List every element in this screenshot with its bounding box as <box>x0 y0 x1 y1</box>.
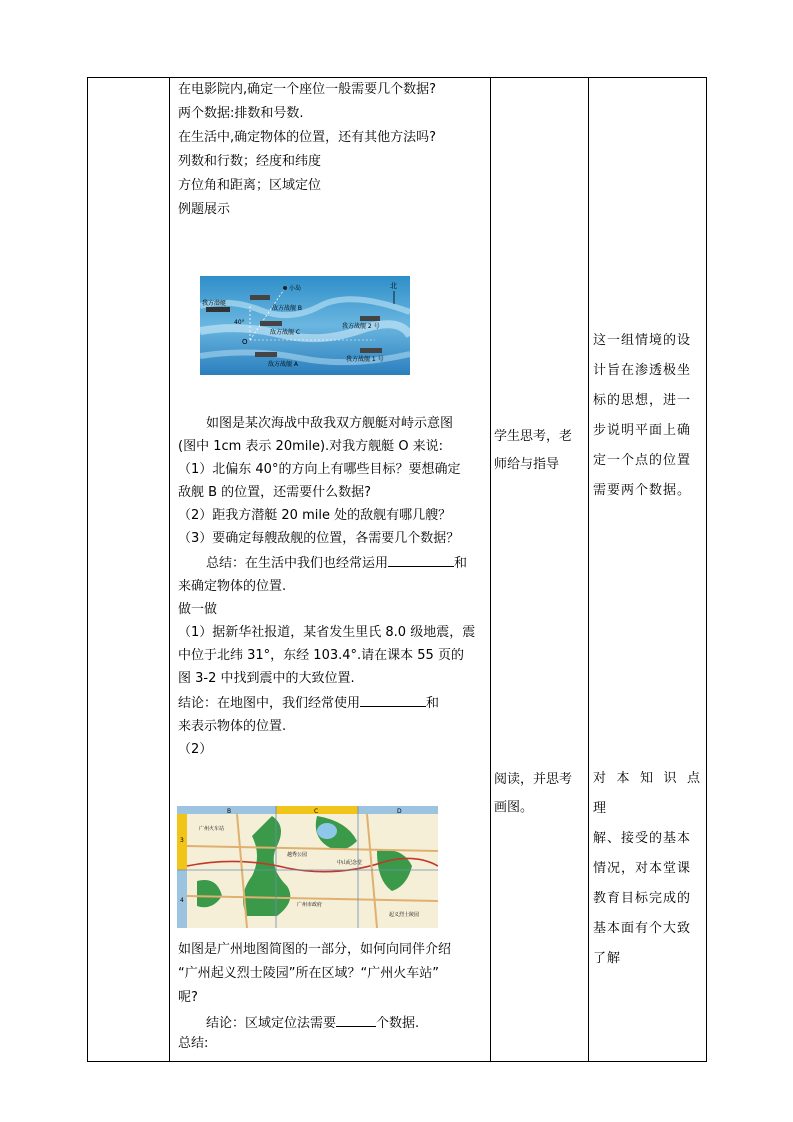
summary-text: 和 <box>454 556 468 571</box>
text-line: 标的思想，进一 <box>593 393 692 408</box>
text-line: 画图。 <box>494 800 534 815</box>
text-line: 两个数据:排数和号数. <box>178 106 304 121</box>
text-line: (图中 1cm 表示 20mile).对我方舰艇 O 来说: <box>178 439 444 454</box>
question-1: （1）北偏东 40°的方向上有哪些目标？要想确定 <box>178 462 461 477</box>
our-ship-1 <box>360 348 382 353</box>
design-intent-cell <box>593 764 701 974</box>
text-line: 阅读，并思考 <box>494 772 573 787</box>
exercise-1: （1）据新华社报道，某省发生里氏 8.0 级地震，震 <box>178 625 476 640</box>
angle-label: 40° <box>234 319 245 326</box>
text-line: 如图是某次海战中敌我双方舰艇对峙示意图 <box>206 416 454 431</box>
text-line: 计旨在渗透极坐 <box>593 363 692 378</box>
text-line: 教育目标完成的 <box>593 891 692 906</box>
text-line: 解、接受的基本 <box>593 831 692 846</box>
text-line: 基本面有个大致 <box>593 921 692 936</box>
summary-heading: 总结: <box>178 1036 209 1051</box>
text-line: 方位角和距离；区域定位 <box>178 178 322 193</box>
enemy-ship-B <box>250 295 270 300</box>
island-label: 小岛 <box>289 285 302 292</box>
text-line: “广州起义烈士陵园”所在区域？“广州火车站” <box>178 966 439 981</box>
student-activity-cell <box>494 766 586 822</box>
fill-blank[interactable] <box>336 1014 376 1027</box>
question-2: （2）距我方潜艇 20 mile 处的敌舰有哪几艘？ <box>178 508 452 523</box>
text-line: 在电影院内,确定一个座位一般需要几个数据? <box>178 82 437 97</box>
map-label: 越秀公园 <box>287 852 308 858</box>
text-line: 对 本 知 识 点 理 <box>593 771 701 816</box>
text-line: 步说明平面上确 <box>593 423 692 438</box>
text-line: 如图是广州地图简图的一部分，如何向同伴介绍 <box>178 942 452 957</box>
student-activity-cell <box>494 423 586 479</box>
enemy-B-label: 敌方战舰 B <box>272 305 303 312</box>
conclusion-text: 和 <box>426 696 440 711</box>
section-heading: 例题展示 <box>178 202 231 217</box>
our-2-label: 我方战舰 2 号 <box>342 323 380 330</box>
north-label: 北 <box>390 282 397 290</box>
our-1-label: 我方战舰 1 号 <box>346 356 384 363</box>
column-divider <box>588 78 589 1061</box>
fill-blank[interactable] <box>388 554 454 567</box>
station-label: 广州火车站 <box>199 826 225 832</box>
text-line: 敌舰 B 的位置，还需要什么数据? <box>178 485 372 500</box>
map-label: 广州市政府 <box>297 902 323 908</box>
park-label: 起义烈士陵园 <box>389 912 420 918</box>
text-line: 在生活中,确定物体的位置，还有其他方法吗? <box>178 130 437 145</box>
fill-blank[interactable] <box>360 694 426 707</box>
column-divider <box>490 78 491 1061</box>
conclusion-text: 结论：区域定位法需要 <box>206 1016 337 1031</box>
text-line: 来表示物体的位置. <box>178 719 287 734</box>
row-label: 3 <box>180 837 184 844</box>
column-divider <box>169 78 170 1061</box>
question-3: （3）要确定每艘敌舰的位置，各需要几个数据？ <box>178 531 460 546</box>
text-line: 来确定物体的位置. <box>178 579 287 594</box>
text-line: 呢? <box>178 990 198 1005</box>
submarine-label: 我方潜艇 <box>202 300 227 307</box>
submarine <box>206 307 230 312</box>
text-line: 师给与指导 <box>494 457 560 472</box>
exercise-2: （2） <box>178 742 213 757</box>
enemy-A-label: 敌方战舰 A <box>268 361 299 368</box>
summary-text: 总结：在生活中我们也经常运用 <box>206 556 389 571</box>
text-line: 情况，对本堂课 <box>593 861 692 876</box>
island-marker <box>283 286 287 290</box>
text-line: 需要两个数据。 <box>593 483 692 498</box>
summary-line <box>178 554 485 572</box>
text-line: 学生思考，老 <box>494 429 573 444</box>
conclusion-line <box>178 1014 485 1032</box>
conclusion-text: 结论：在地图中，我们经常使用 <box>178 696 361 711</box>
text-line: 这一组情境的设 <box>593 333 692 348</box>
teaching-content-cell <box>174 78 489 218</box>
text-line: 中位于北纬 31°，东经 103.4°.请在课本 55 页的 <box>178 648 464 663</box>
row-label: 4 <box>180 897 184 904</box>
sea-battle-figure <box>200 276 410 375</box>
our-ship-2 <box>360 316 380 321</box>
col-label: B <box>227 808 232 815</box>
enemy-C-label: 敌方战舰 C <box>270 329 301 336</box>
design-intent-cell <box>593 326 701 506</box>
col-label: D <box>397 808 402 815</box>
conclusion-line <box>178 694 485 712</box>
enemy-ship-A <box>255 352 277 357</box>
text-line: 列数和行数；经度和纬度 <box>178 154 322 169</box>
map-label: 中山纪念堂 <box>337 860 363 866</box>
lesson-table <box>87 77 707 1062</box>
conclusion-text: 个数据. <box>376 1016 420 1031</box>
guangzhou-map-figure <box>177 806 438 928</box>
origin-label: O <box>242 338 248 346</box>
section-heading: 做一做 <box>178 602 218 617</box>
text-line: 图 3-2 中找到震中的大致位置. <box>178 671 355 686</box>
enemy-ship-C <box>260 321 282 326</box>
map-text-block <box>174 938 489 1052</box>
col-label: C <box>314 808 319 815</box>
text-line: 定一个点的位置 <box>593 453 692 468</box>
example-text-block <box>174 412 489 758</box>
text-line: 了解 <box>593 951 622 966</box>
